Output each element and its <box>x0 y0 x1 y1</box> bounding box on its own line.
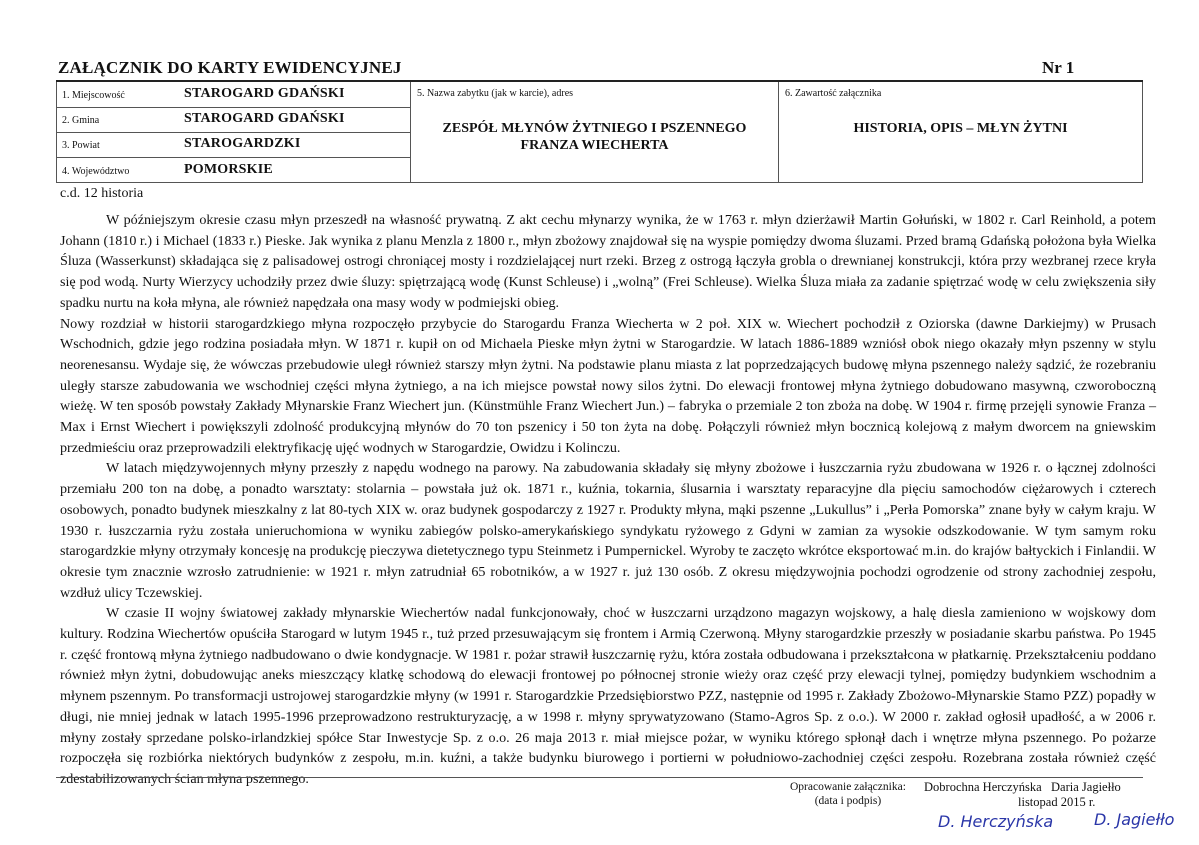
paragraph: W późniejszym okresie czasu młyn przeszedł na własność prywatną. Z akt cechu młynarzy wynika, że w 1763 r. młyn dzierżawił Martin Gołuński, w 1802 r. Carl Reinhold, a potem Johann (1810 r.) i Michael (1833 r.) Pieske. Jak wynika z planu Menzla z 1800 r., młyn zbożowy znajdował się na wyspie pomiędzy dwoma śluzami. Przed bramą Gdańską położona była Wielka Śluza (Wasserkunst) składająca się z palisadowej ostrogi chroniącej mosty i rozdzielającej nurt rzeki. Brzeg z ostrogą łączyła grobla o drewnianej konstrukcji, która przy wezbranej rzece kryła się pod wodą. Nurty Wierzycy uchodziły przez dwie śluzy: spiętrzającą wodę (Kunst Schleuse) i „wolną” (Frei Schleuse). Wielka Śluza miała za zadanie spiętrzać wodę w celu zwiększenia siły spadku nurtu na koła młyna, ale również napędzała ona masy wody w podmiejski obieg. <box>60 212 1156 311</box>
header-table <box>56 82 1143 182</box>
row-divider <box>56 107 410 108</box>
field-value-commune: STAROGARD GDAŃSKI <box>184 111 345 126</box>
row-divider <box>56 157 410 158</box>
monument-name-line2: FRANZA WIECHERTA <box>520 138 669 153</box>
footer-date: listopad 2015 r. <box>1018 795 1096 809</box>
page-title: ZAŁĄCZNIK DO KARTY EWIDENCYJNEJ <box>58 58 402 77</box>
signature-herczynska: D. Herczyńska <box>938 812 1054 831</box>
table-border-bottom <box>56 182 1143 183</box>
content-value: HISTORIA, OPIS – MŁYN ŻYTNI <box>853 121 1068 136</box>
footer-label <box>790 780 906 808</box>
field-value-county: STAROGARDZKI <box>184 136 301 151</box>
field-label-voivodeship: 4. Województwo <box>62 166 130 177</box>
footer-authors: Dobrochna Herczyńska Daria Jagiełło <box>924 780 1121 794</box>
paragraph: Nowy rozdział w historii starogardzkiego młyna rozpoczęło przybycie do Starogardu Franza Wiecherta w 2 poł. XIX w. Wiechert pochodził z Oziorska (dawne Darkiejmy) w Prusach Wschodnich, gdzie jego rodzina posiadała młyn. W 1871 r. kupił on od Michaela Pieske młyn żytni w Starogardzie. W latach 1886-1889 wzniósł obok niego okazały młyn pszenny w stylu neorenesansu. Wydaje się, że wówczas przebudowie uległ również starszy młyn żytni. Na podstawie planu miasta z lat poprzedzających budowę młyna pszennego należy sądzić, że rozebraniu uległy starsze zabudowania we wschodniej części młyna żytniego, a na ich miejsce powstał nowy silos żytni. Do elewacji frontowej młyna żytniego dobudowano masywną, czworoboczną wieżę. W ten sposób powstały Zakłady Młynarskie Franz Wiechert jun. (Künstmühle Franz Wiechert Jun.) – fabryka o przemiale 2 ton zboża na dobę. W 1904 r. firmę przejęli synowie Franza – Max i Ernst Wiechert i powiększyli zdolność produkcyjną młynów do 70 ton pszenicy i 50 ton żyta na dobę. Połączyli również młyn bocznicą kolejową z małym dworcem na gniewskim przedmieściu oraz przeprowadzili elektryfikację ujęć wodnych w Starogardzie, Owidzu i Kolinczu. <box>60 315 1156 456</box>
footer-label-line1: Opracowanie załącznika: <box>790 781 906 793</box>
signature-jagiello: D. Jagiełło <box>1094 810 1175 829</box>
row-divider <box>56 132 410 133</box>
monument-name-line1: ZESPÓŁ MŁYNÓW ŻYTNIEGO I PSZENNEGO <box>442 121 747 136</box>
monument-name <box>411 120 778 154</box>
monument-label: 5. Nazwa zabytku (jak w karcie), adres <box>417 88 574 99</box>
footer-rule <box>56 777 1143 778</box>
content-label: 6. Zawartość załącznika <box>785 88 882 99</box>
history-text <box>60 210 1156 790</box>
field-value-locality: STAROGARD GDAŃSKI <box>184 86 345 101</box>
paragraph: W czasie II wojny światowej zakłady młynarskie Wiechertów nadal funkcjonowały, choć w łuszczarni urządzono magazyn wojskowy, a halę diesla zamieniono w wojskowy dom kultury. Rodzina Wiechertów opuściła Starogard w lutym 1945 r., tuż przed przesuwającym się frontem i Armią Czerwoną. Młyny starogardzkie przeszły w posiadanie skarbu państwa. Po 1945 r. część frontową młyna żytniego nadbudowano o dwie kondygnacje. W 1981 r. pożar strawił łuszczarnię ryżu, która została odbudowana i przekształcona w płatkarnię. Przekształceniu poddano również młyn żytni, dobudowując aneks mieszczący klatkę schodową do elewacji frontowej po północnej stronie wieży oraz część przy elewacji tylnej, pomiędzy budynkiem wschodnim a młynem pszennym. Po transformacji ustrojowej starogardzkie młyny (w 1991 r. Starogardzkie Przedsiębiorstwo PZZ, następnie od 1995 r. Zakłady Zbożowo-Młynarskie Stamo PZZ) popadły w długi, nie mniej jednak w latach 1995-1996 przeprowadzono restrukturyzację, a w 1998 r. młyny sprywatyzowano (Stamo-Agros Sp. z o.o.). W 2000 r. zakład ogłosił upadłość, a w 2006 r. młyny zostały sprzedane polsko-irlandzkiej spółce Star Inwestycje Sp. z o.o. 26 maja 2013 r. miał miejsce pożar, w wyniku którego spłonął dach i wnętrze młyna pszennego. Po pożarze rozpoczęła się rozbiórka niektórych budynków z zespołu, m.in. kuźni, a także budynku biurowego i portierni w południowo-zachodniej części zespołu. Rozebrana została również część zdestabilizowanych ścian młyna pszennego. <box>60 605 1156 787</box>
field-label-county: 3. Powiat <box>62 140 100 151</box>
field-value-voivodeship: POMORSKIE <box>184 162 273 177</box>
attachment-number: Nr 1 <box>1042 58 1075 77</box>
continuation-note: c.d. 12 historia <box>60 186 144 201</box>
field-label-commune: 2. Gmina <box>62 115 100 126</box>
table-border-right <box>1142 82 1143 182</box>
footer-label-line2: (data i podpis) <box>814 795 882 807</box>
field-label-locality: 1. Miejscowość <box>62 90 125 101</box>
paragraph: W latach międzywojennych młyny przeszły z napędu wodnego na parowy. Na zabudowania składały się młyny zbożowe i łuszczarnia ryżu zbudowana w 1926 r. o łącznej zdolności przemiału 200 ton na dobę, a ponadto warsztaty: stolarnia – powstała już ok. 1871 r., kuźnia, tokarnia, ślusarnia i warsztaty reparacyjne dla pięciu samochodów ciężarowych i czterech osobowych, ponadto budynek mieszkalny z lat 80-tych XIX w. oraz budynek gospodarczy z 1927 r. Produkty młyna, mąki pszenne „Lukullus” i „Perła Pomorska” znane były w całym kraju. W 1930 r. łuszczarnia ryżu została unieruchomiona w wyniku zabiegów polsko-amerykańskiego syndykatu ryżowego z Gdyni w zamian za wysokie odszkodowanie. W tym samym roku starogardzkie młyny otrzymały koncesję na produkcję pieczywa dietetycznego typu Steinmetz i Pumpernickel. Wyroby te zaczęto wkrótce eksportować m.in. do krajów bałtyckich i Finlandii. W okresie tym znacznie wzrosło zatrudnienie: w 1921 r. młyn zatrudniał 65 robotników, a w 1927 r. już 130 osób. Z okresu międzywojnia pochodzi ogrodzenie od strony zachodniej zespołu, wzdłuż ulicy Tczewskiej. <box>60 460 1156 601</box>
